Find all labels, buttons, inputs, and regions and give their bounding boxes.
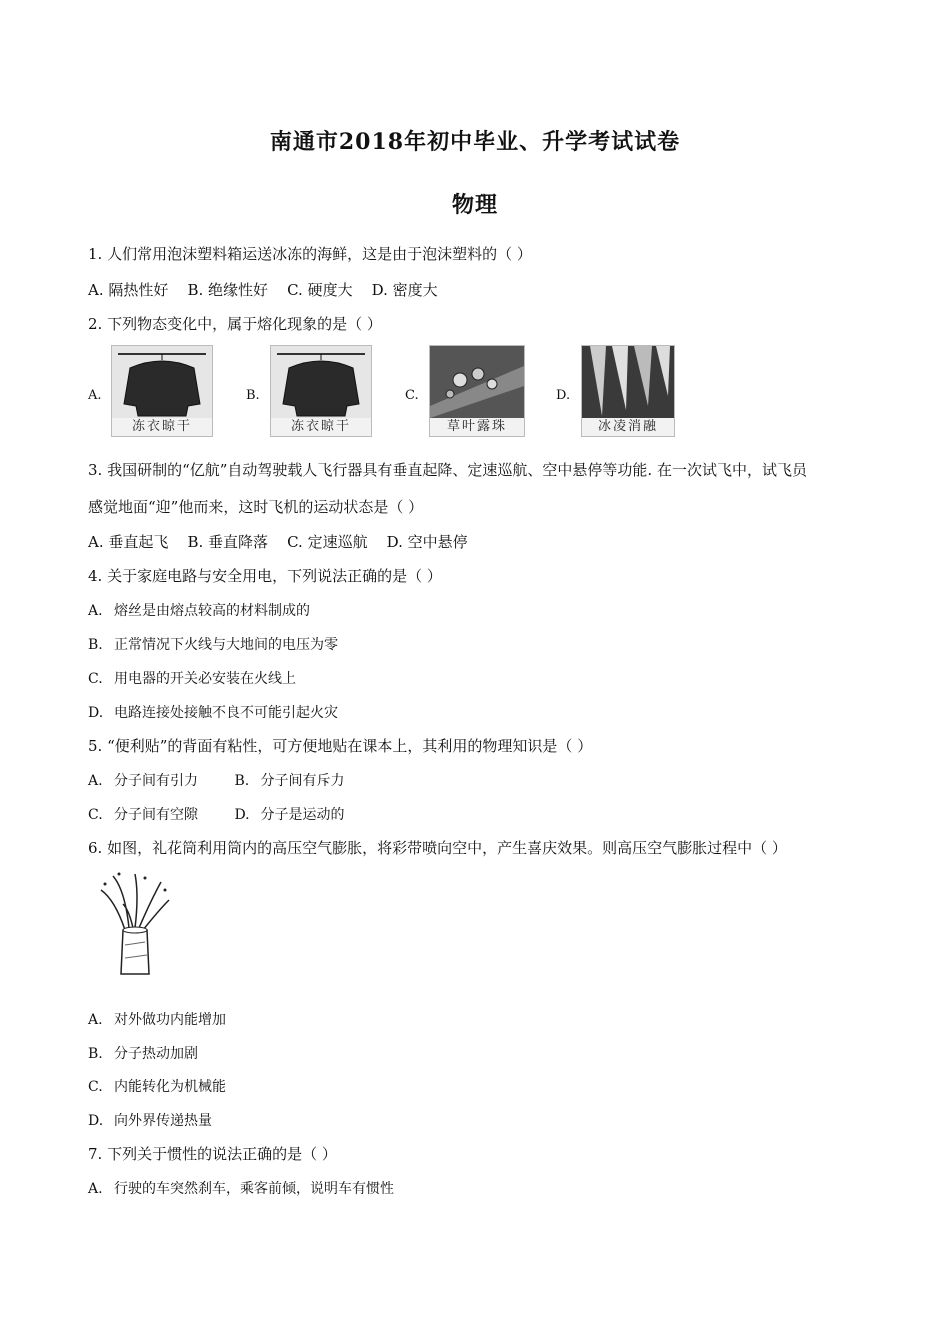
question-3-stem-line-2: 感觉地面“迎”他而来，这时飞机的运动状态是（ ） [88,498,424,516]
image-c-caption: 草叶露珠 [446,419,507,434]
exam-title: 南通市2018年初中毕业、升学考试试卷 [269,129,681,155]
question-5-options-row-2: C. 分子间有空隙 D. 分子是运动的 [88,807,345,823]
question-6-option-b: B. 分子热动加剧 [88,1046,198,1062]
question-6-stem: 6. 如图，礼花筒利用筒内的高压空气膨胀，将彩带喷向空中，产生喜庆效果。则高压空气膨胀过程中（ ） [88,839,787,857]
question-6-option-d: D. 向外界传递热量 [88,1113,212,1129]
question-7-stem: 7. 下列关于惯性的说法正确的是（ ） [88,1145,337,1163]
image-a-caption: 冻衣晾干 [131,419,192,434]
image-frozen-clothes-b [270,345,372,437]
question-4-stem: 4. 关于家庭电路与安全用电，下列说法正确的是（ ） [88,567,442,585]
question-5-options-row-1: A. 分子间有引力 B. 分子间有斥力 [88,773,345,789]
question-4-option-b: B. 正常情况下火线与大地间的电压为零 [88,637,338,653]
option-d: D. 密度大 [371,281,438,299]
question-6-option-c: C. 内能转化为机械能 [88,1079,226,1095]
question-1-options [88,279,438,300]
option-b: B. 垂直降落 [187,533,269,551]
option-c: C. 硬度大 [287,281,353,299]
question-1-stem: 1. 人们常用泡沫塑料箱运送冰冻的海鲜，这是由于泡沫塑料的（ ） [88,245,532,263]
option-a: A. 垂直起飞 [88,533,169,551]
question-5-stem: 5. “便利贴”的背面有粘性，可方便地贴在课本上，其利用的物理知识是（ ） [88,737,593,755]
option-a: A. 隔热性好 [88,281,169,299]
image-d-caption: 冰凌消融 [597,419,658,434]
question-4-option-a: A. 熔丝是由熔点较高的材料制成的 [88,603,310,619]
subject-title: 物理 [451,192,498,218]
party-popper-image [95,870,175,980]
image-c-label: C. [405,388,419,403]
image-dew-drops [429,345,525,437]
question-4-option-c: C. 用电器的开关必安装在火线上 [88,671,296,687]
question-3-options [88,531,468,552]
image-icicles [581,345,675,437]
question-7-option-a: A. 行驶的车突然刹车，乘客前倾，说明车有惯性 [88,1181,394,1197]
image-frozen-clothes-a [111,345,213,437]
option-b: B. 绝缘性好 [187,281,269,299]
image-b-caption: 冻衣晾干 [290,419,351,434]
party-popper-illustration [95,870,175,980]
question-4-option-d: D. 电路连接处接触不良不可能引起火灾 [88,705,338,721]
question-6-option-a: A. 对外做功内能增加 [88,1012,226,1028]
question-2-stem: 2. 下列物态变化中，属于熔化现象的是（ ） [88,315,382,333]
image-d-label: D. [556,388,571,403]
image-b-label: B. [246,388,260,403]
option-c: C. 定速巡航 [287,533,368,551]
option-d: D. 空中悬停 [386,533,468,551]
question-3-stem-line-1: 3. 我国研制的“亿航”自动驾驶载人飞行器具有垂直起降、定速巡航、空中悬停等功能. 在一次试飞中，试飞员 [88,461,807,479]
image-a-label: A. [88,388,102,403]
